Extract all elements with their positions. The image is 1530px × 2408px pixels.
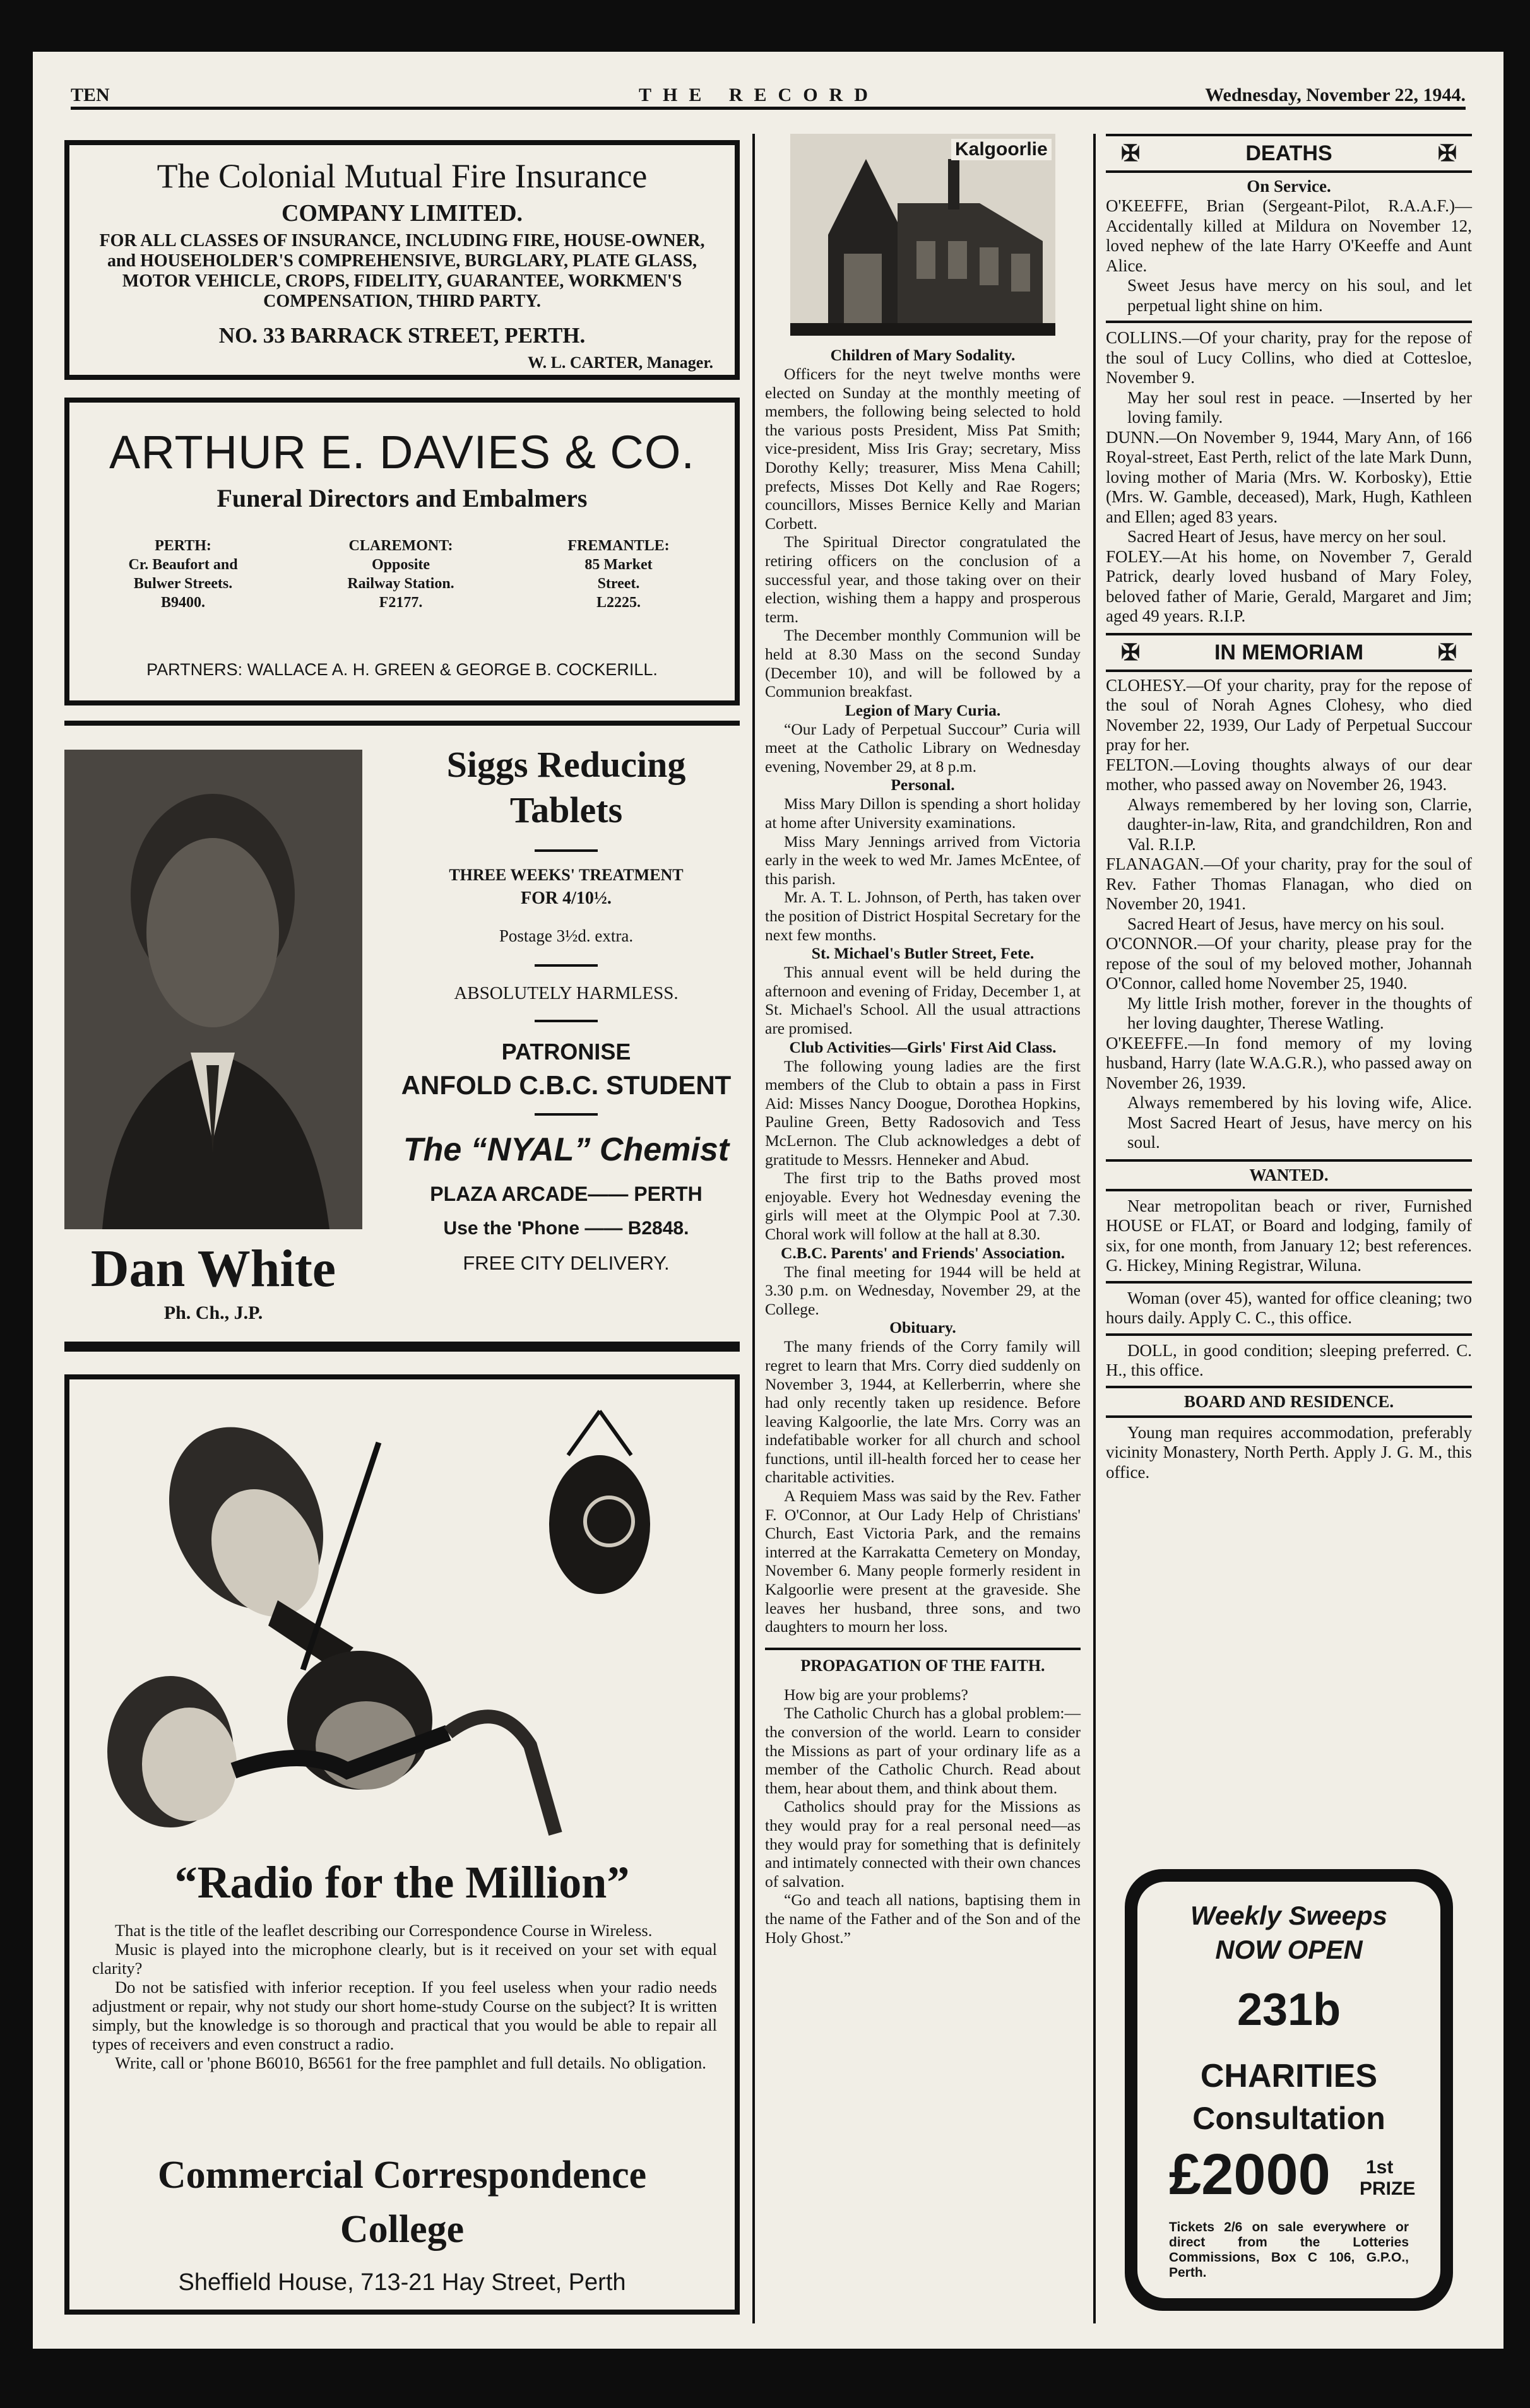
board-ad: Young man requires accommodation, preferably vicinity Monastery, North Perth. Apply J. G. M., this office. [1106,1422,1472,1482]
patronise-label: PATRONISE [501,1039,631,1065]
colonial-address: NO. 33 BARRACK STREET, PERTH. [218,323,586,348]
college-name-line2: College [340,2208,465,2251]
siggs-harmless: ABSOLUTELY HARMLESS. [454,983,679,1003]
club-heading: Club Activities—Girls' First Aid Class. [789,1037,1057,1056]
legion-heading: Legion of Mary Curia. [845,700,1001,719]
colonial-manager: W. L. CARTER, Manager. [527,353,713,372]
colonial-subtitle: COMPANY LIMITED. [281,200,523,227]
radio-illustration [95,1392,720,1853]
davies-branch-claremont: CLAREMONT: Opposite Railway Station. F2177. [347,538,454,611]
page-number: TEN [71,85,110,105]
memoriam-heading: IN MEMORIAM [1214,640,1364,664]
notices-column [1106,134,1472,1482]
consultation-label: Consultation [1192,2101,1385,2136]
deaths-heading: DEATHS [1245,141,1332,165]
cross-icon: ✠ [1437,639,1457,665]
siggs-divider-1 [535,849,598,852]
issue-date: Wednesday, November 22, 1944. [1205,85,1466,105]
siggs-treatment: THREE WEEKS' TREATMENT [449,866,684,884]
colonial-body: FOR ALL CLASSES OF INSURANCE, INCLUDING FIRE, HOUSE-OWNER, and HOUSEHOLDER'S COMPREHENSIVE, BURGLARY, PLATE GLASS, MOTOR VEHICLE, CROPS, FIDELITY, GUARANTEE, WORKMEN'S COMPENSATION, THIRD PARTY. [99,231,705,311]
death-notice: DUNN.—On November 9, 1944, Mary Ann, of 166 Royal-street, East Perth, relict of the late Mark Dunn, loving mother of Maria (Mrs. W. Korbosky), Ettie (Mrs. W. Gamble, deceased), Mark, Hugh, Kathleen and Ellen; aged 83 years. Sacred Heart of Jesus, have mercy on her soul. [1106,427,1472,546]
church-caption: Kalgoorlie [951,139,1052,160]
propagation-heading: PROPAGATION OF THE FAITH. [800,1656,1045,1675]
cross-icon: ✠ [1121,141,1141,166]
memoriam-notice: O'CONNOR.—Of your charity, please pray for the repose of the soul of my beloved mother, Johannah O'Connor, called home November 25, 1940. My little Irish mother, forever in the thoughts of her loving daughter, Therese Watling. [1106,934,1472,1032]
propagation-question: How big are your problems? [784,1685,968,1704]
davies-title: ARTHUR E. DAVIES & CO. [109,426,695,478]
wanted-ad: DOLL, in good condition; sleeping preferred. C. H., this office. [1106,1340,1472,1379]
radio-title: “Radio for the Million” [174,1857,630,1908]
on-service-heading: On Service. [1247,177,1331,196]
sweeps-line2: NOW OPEN [1215,1935,1363,1964]
chemist-name: The “NYAL” Chemist [403,1131,730,1168]
newspaper-title: THE RECORD [639,85,879,105]
siggs-postage: Postage 3½d. extra. [499,926,634,945]
death-notice: FOLEY.—At his home, on November 7, Gerald Patrick, dearly loved husband of Mary Foley, beloved father of Marie, Gerald, Margaret and Jim; aged 49 years. R.I.P. [1106,546,1472,625]
colonial-title: The Colonial Mutual Fire Insurance [157,157,648,195]
siggs-divider-3 [535,1020,598,1022]
tickets-info: Tickets 2/6 on sale everywhere or direct from the Lotteries Commissions, Box C 106, G.P.O., Perth. [1169,2220,1409,2280]
colonial-mutual-ad [64,140,740,380]
siggs-price: FOR 4/10½. [521,888,612,908]
davies-branch-fremantle: FREMANTLE: 85 Market Street. L2225. [567,538,670,611]
davies-branch-perth: PERTH: Cr. Beaufort and Bulwer Streets. B9400. [128,538,238,611]
memoriam-notice: O'KEEFFE.—In fond memory of my loving husband, Harry (late W.A.G.R.), who passed away on November 26, 1939. Always remembered by his loving wife, Alice. Most Sacred Heart of Jesus, have mercy on his soul. [1106,1033,1472,1152]
column-rule-2 [1093,134,1096,2323]
consultation-number: 231b [1236,1985,1341,2035]
cross-icon: ✠ [1121,639,1141,665]
death-notice: COLLINS.—Of your charity, pray for the repose of the soul of Lucy Collins, who died at Cottesloe, November 9. May her soul rest in peace. —Inserted by her loving family. [1106,328,1472,427]
page-header [71,85,1466,110]
board-heading: BOARD AND RESIDENCE. [1106,1388,1472,1418]
siggs-divider-2 [535,964,598,967]
radio-body: That is the title of the leaflet describing our Correspondence Course in Wireless. Music is played into the microphone clearly, but is it received on your set with equal clarity? Do not be satisfied with inferior reception. If you feel useless when your radio needs adjustment or repair, why not study our short home-study Course on the subject? It is written simply, but the knowledge is so thorough and practical that you would be able to repair all types of receivers and even construct a radio. Write, call or 'phone B6010, B6561 for the free pamphlet and full details. No obligation. [92,1921,717,2072]
wanted-ad: Woman (over 45), wanted for office cleaning; two hours daily. Apply C. C., this office. [1106,1288,1472,1327]
obituary-heading: Obituary. [889,1318,956,1337]
propagation-rule [765,1648,1081,1650]
sodality-heading: Children of Mary Sodality. [830,346,1016,364]
memoriam-notice: FELTON.—Loving thoughts always of our dear mother, who passed away on November 26, 1943. Always remembered by her loving son, Clarrie, daughter-in-law, Rita, and grandchildren, Ron and Val. R.I.P. [1106,755,1472,854]
siggs-title: Siggs Reducing Tablets [446,744,686,830]
dan-white-ad [64,721,740,1352]
cbc-heading: C.B.C. Parents' and Friends' Association. [780,1243,1065,1262]
wanted-ad: Near metropolitan beach or river, Furnished HOUSE or FLAT, or Board and lodging, family of six, for one month, from January 12; best references. G. Hickey, Mining Registrar, Wiluna. [1106,1196,1472,1275]
fete-heading: St. Michael's Butler Street, Fete. [811,944,1035,963]
first-prize-amount: £2000 [1169,2142,1331,2207]
wanted-heading: WANTED. [1106,1162,1472,1191]
davies-partners: PARTNERS: WALLACE A. H. GREEN & GEORGE B. COCKERILL. [146,660,658,679]
charities-label: CHARITIES [1200,2058,1378,2094]
davies-ad [64,398,740,705]
memoriam-notice: CLOHESY.—Of your charity, pray for the repose of the soul of Norah Agnes Clohesy, who died November 22, 1939, Our Lady of Perpetual Succour pray for her. [1106,675,1472,754]
personal-heading: Personal. [891,776,955,794]
newspaper-page [33,52,1503,2349]
davies-subtitle: Funeral Directors and Embalmers [216,484,588,512]
chemist-delivery: FREE CITY DELIVERY. [463,1252,670,1274]
first-prize-label1: 1st [1366,2157,1394,2178]
cross-icon: ✠ [1437,141,1457,166]
radio-course-ad [64,1374,740,2315]
death-notice: O'KEEFFE, Brian (Sergeant-Pilot, R.A.A.F.)—Accidentally killed at Mildura on November 12, loved nephew of the late Harry O'Keeffe and Aunt Alice. Sweet Jesus have mercy on his soul, and let perpetual light shine on him. [1106,196,1472,315]
pharmacist-portrait [64,750,362,1229]
college-address: Sheffield House, 713-21 Hay Street, Perth [178,2269,626,2296]
first-prize-label2: PRIZE [1360,2178,1416,2199]
memoriam-banner [1106,633,1472,672]
deaths-banner [1106,134,1472,173]
column-rule-1 [752,134,755,2323]
memoriam-notice: FLANAGAN.—Of your charity, pray for the soul of Rev. Father Thomas Flanagan, who died on November 20, 1941. Sacred Heart of Jesus, have mercy on his soul. [1106,854,1472,933]
pharmacist-qualifications: Ph. Ch., J.P. [163,1302,263,1323]
chemist-arcade: PLAZA ARCADE—— PERTH [430,1183,703,1205]
chemist-phone: Use the 'Phone —— B2848. [443,1218,689,1239]
kalgoorlie-church-photo [790,134,1055,336]
college-name-line1: Commercial Correspondence [157,2154,647,2197]
kalgoorlie-news: Children of Mary Sodality. Officers for the neyt twelve months were elected on Sunday at the monthly meeting of members, the following being selected to hold the various posts President, Miss Pat Smith; vice-president, Miss Iris Gray; secretary, Miss Dorothy Kelly; treasurer, Miss Mena Cahill; prefects, Misses Dot Kelly and Rae Rogers; councillors, Misses Bernice Kelly and Marian Corbett. The Spiritual Director congratulated the retiring officers on the conclusion of a successful year, and those taking over on their election, wishing them a happy and prosperous term. The December monthly Communion will be held at 8.30 Mass on the second Sunday (December 10), and will be followed by a Communion breakfast. Legion of Mary Curia. “Our Lady of Perpetual Succour” Curia will meet at the Catholic Library on Wednesday evening, November 29, at 8 p.m. Personal. Miss Mary Dillon is spending a short holiday at home after University examinations. Miss Mary Jennings arrived from Victoria early in the week to wed Mr. James McEntee, of this parish. Mr. A. T. L. Johnson, of Perth, has taken over the position of District Hospital Secretary for the next few months. St. Michael's Butler Street, Fete. This annual event will be held during the afternoon and evening of Friday, December 1, at St. Michael's School. All the usual attractions are promised. Club Activities—Girls' First Aid Class. The following young ladies are the first members of the Club to obtain a pass in First Aid: Misses Nancy Doogue, Dorothea Hopkins, Pauline Green, Betty Radosovich and Tess McLernon. The Club acknowledges a debt of gratitude to Messrs. Henneker and Abud. The first trip to the Baths proved most enjoyable. Every hot Wednesday evening the girls will meet at the Olympic Pool at 7.30. Choral work will follow at the hall at 8.30. C.B.C. Parents' and Friends' Association. The final meeting for 1944 will be held at 3.30 p.m. on Wednesday, November 29, at the College. Obituary. The many friends of the Corry family will regret to learn that Mrs. Corry died suddenly on November 3, 1944, at Kellerberrin, where she had only recently taken up residence. Before leaving Kalgoorlie, the late Mrs. Corry was an indefatibable worker for all church and school functions, until ill-health forced her to cease her charitable activities. A Requiem Mass was said by the Rev. Father F. O'Connor, at Our Lady Help of Christians' Church, East Victoria Park, and the remains interred at the Karrakatta Cemetery on Monday, November 6. Many people formerly resident in Kalgoorlie were present at the graveside. She leaves her husband, three sons, and two daughters to mourn her loss. PROPAGATION OF THE FAITH. How big are your problems? The Catholic Church has a global problem:—the conversion of the world. Learn to consider the Missions as part of your ordinary life as a member of the Catholic Church. Read about them, hear about them, and think about them. Catholics should pray for the Missions as they would pray for a real personal need—as they would pray for something that is definitely and intimately connected with their own chances of salvation. “Go and teach all nations, baptising them in the name of the Father and of the Son and of the Holy Ghost.” [765,346,1081,1947]
lotteries-ad [1125,1869,1453,2311]
portrait-photo [64,750,362,1229]
sweeps-line1: Weekly Sweeps [1190,1901,1388,1930]
church-illustration [790,134,1055,336]
pharmacist-name: Dan White [90,1239,336,1298]
student-label: ANFOLD C.B.C. STUDENT [401,1070,732,1100]
siggs-divider-4 [535,1113,598,1116]
